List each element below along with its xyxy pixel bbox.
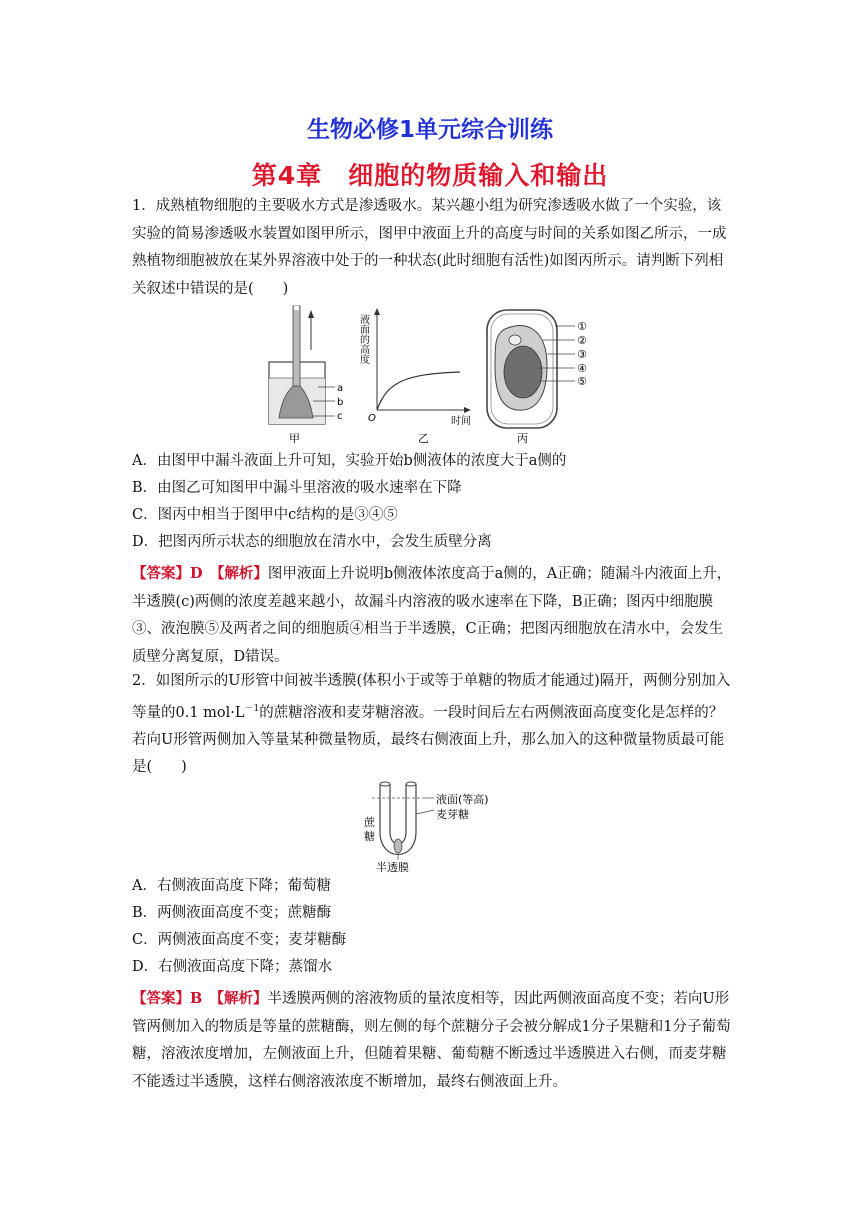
q2-option-a: A．右侧液面高度下降；葡萄糖 xyxy=(132,878,331,894)
cell-label-2: ② xyxy=(577,334,587,347)
chapter-title: 第4章 细胞的物质输入和输出 xyxy=(251,161,609,190)
label-sucrose-1: 蔗 xyxy=(364,816,375,829)
origin-label: O xyxy=(368,413,376,424)
q2-option-d: D．右侧液面高度下降；蒸馏水 xyxy=(132,959,333,975)
q2-u-tube-figure xyxy=(354,776,514,872)
figure-jia-apparatus xyxy=(269,306,335,424)
q2-answer xyxy=(132,985,732,1096)
q1-answer xyxy=(132,560,732,671)
q1-option-b: B．由图乙可知图甲中漏斗里溶液的吸水速率在下降 xyxy=(132,480,462,496)
label-c: c xyxy=(337,411,343,422)
q1-stem: 1．成熟植物细胞的主要吸水方式是渗透吸水。某兴趣小组为研究渗透吸水做了一个实验，该实验的简易渗透吸水装置如图甲所示，图甲中液面上升的高度与时间的关系如图乙所示，一成熟植物细胞被放在某外界溶液中处于的一种状态(此时细胞有活性)如图丙所示。请判断下列相关叙述中错误的是( ) xyxy=(132,198,727,297)
u-tube xyxy=(372,782,434,860)
cell-label-5: ⑤ xyxy=(577,375,587,388)
q2-stem xyxy=(132,668,732,782)
figure-label-yi: 乙 xyxy=(418,432,429,445)
q2-option-c: C．两侧液面高度不变；麦芽糖酶 xyxy=(132,932,347,948)
label-semipermeable-membrane: 半透膜 xyxy=(376,861,409,872)
q1-option-c: C．图丙中相当于图甲中c结构的是③④⑤ xyxy=(132,507,398,523)
q1-answer-label: 【答案】D 【解析】 xyxy=(132,565,268,582)
q2-stem-part1: 2．如图所示的U形管中间被半透膜(体积小于或等于单糖的物质才能通过)隔开，两侧分别加入等量的0.1 mol·L xyxy=(132,673,731,721)
q2-stem-superscript: －1 xyxy=(244,703,260,714)
label-liquid-level: 液面(等高) xyxy=(436,793,489,806)
label-sucrose-2: 糖 xyxy=(364,830,375,843)
figure-label-jia: 甲 xyxy=(289,432,300,445)
x-axis-label: 时间 xyxy=(451,416,471,427)
q2-answer-label: 【答案】B 【解析】 xyxy=(132,990,268,1007)
q2-analysis: 半透膜两侧的溶液物质的量浓度相等，因此两侧液面高度不变；若向U形管两侧加入的物质是等量的蔗糖酶，则左侧的每个蔗糖分子会被分解成1分子果糖和1分子葡萄糖，溶液浓度增加，左侧液面上升，但随着果糖、葡萄糖不断透过半透膜进入右侧，而麦芽糖不能透过半透膜，这样右侧溶液浓度不断增加，最终右侧液面上升。 xyxy=(132,991,731,1090)
q2-stem-part2: 的蔗糖溶液和麦芽糖溶液。一段时间后左右两侧液面高度变化是怎样的？若向U形管两侧加入等量某种微量物质，最终右侧液面上升，那么加入的这种微量物质最可能是( ) xyxy=(132,704,725,776)
cell-label-3: ③ xyxy=(577,348,587,361)
cell-label-4: ④ xyxy=(577,362,587,375)
q1-option-a: A．由图甲中漏斗液面上升可知，实验开始b侧液体的浓度大于a侧的 xyxy=(132,453,567,469)
label-a: a xyxy=(337,383,344,394)
label-maltose: 麦芽糖 xyxy=(436,808,469,821)
label-b: b xyxy=(337,397,344,408)
document-title: 生物必修1单元综合训练 xyxy=(306,117,553,143)
q1-analysis: 图甲液面上升说明b侧液体浓度高于a侧的，A正确；随漏斗内液面上升，半透膜(c)两侧的浓度差越来越小，故漏斗内溶液的吸水速率在下降，B正确；图丙中细胞膜③、液泡膜⑤及两者之间的细胞质④相当于半透膜，C正确；把图丙细胞放在清水中，会发生质壁分离复原，D错误。 xyxy=(132,566,732,665)
q2-option-b: B．两侧液面高度不变；蔗糖酶 xyxy=(132,905,332,921)
figure-bing-cell xyxy=(487,310,557,428)
q1-figure xyxy=(255,300,615,450)
figure-yi-graph xyxy=(374,308,471,413)
y-axis-label: 液面的高度 xyxy=(357,314,369,364)
q1-option-d: D．把图丙所示状态的细胞放在清水中，会发生质壁分离 xyxy=(132,534,492,550)
figure-label-bing: 丙 xyxy=(517,432,528,445)
cell-label-1: ① xyxy=(577,320,587,333)
